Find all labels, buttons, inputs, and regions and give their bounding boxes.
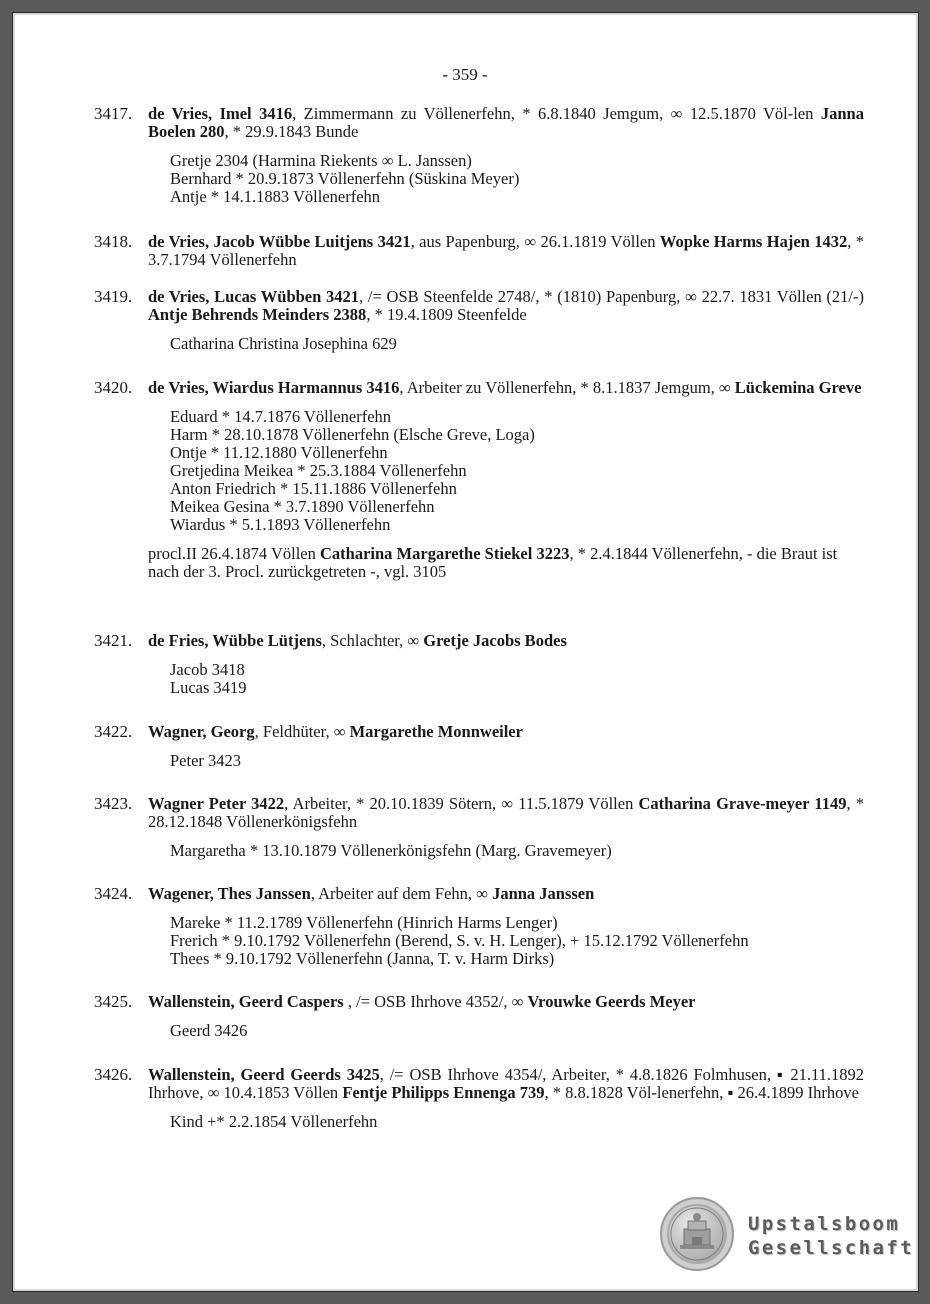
children-list — [170, 1113, 864, 1131]
child-entry: Frerich * 9.10.1792 Völlenerfehn (Berend, S. v. H. Lenger), + 15.12.1792 Völlenerfehn — [170, 931, 749, 950]
children-list — [170, 661, 864, 697]
entry-detail: , /= OSB Ihrhove 4352/, ∞ — [343, 992, 528, 1011]
entry-number: 3423. — [94, 794, 133, 813]
entry-detail: , Arbeiter, * 20.10.1839 Sötern, ∞ 11.5.1879 Völlen — [284, 794, 639, 813]
child-entry: Margaretha * 13.10.1879 Völlenerkönigsfehn (Marg. Gravemeyer) — [170, 841, 612, 860]
entry-heading — [148, 233, 864, 269]
entry-detail: , /= OSB Ihrhove 4354/, Arbeiter, * 4.8.1826 Folmhusen, ▪ 21.11.1892 Ihrhove, ∞ 10.4.1853 Völlen — [148, 1065, 864, 1102]
children-list — [170, 842, 864, 860]
entry-3418 — [94, 233, 864, 269]
seal-icon — [660, 1197, 734, 1271]
entry-heading — [148, 105, 864, 141]
person-name: de Vries, Lucas Wübben 3421 — [148, 287, 360, 306]
entry-detail: , Arbeiter auf dem Fehn, ∞ — [310, 884, 493, 903]
child-entry: Gretjedina Meikea * 25.3.1884 Völlenerfehn — [170, 461, 467, 480]
entry-3425 — [94, 993, 864, 1040]
person-name: de Vries, Imel 3416 — [148, 104, 293, 123]
child-entry: Thees * 9.10.1792 Völlenerfehn (Janna, T. v. Harm Dirks) — [170, 949, 555, 968]
child-entry: Harm * 28.10.1878 Völlenerfehn (Elsche Greve, Loga) — [170, 425, 535, 444]
entry-detail: , * 3.7.1794 Völlenerfehn — [148, 232, 865, 269]
entry-heading — [148, 1066, 864, 1102]
child-entry: Bernhard * 20.9.1873 Völlenerfehn (Süskina Meyer) — [170, 169, 520, 188]
children-list — [170, 152, 864, 206]
entry-3423 — [94, 795, 864, 860]
entry-detail: , /= OSB Steenfelde 2748/, * (1810) Papenburg, ∞ 22.7. 1831 Völlen (21/-) — [359, 287, 864, 306]
person-name: Gretje Jacobs Bodes — [423, 631, 567, 650]
child-entry: Geerd 3426 — [170, 1021, 248, 1040]
entry-number: 3424. — [94, 884, 133, 903]
note-detail: procl.II 26.4.1874 Völlen — [148, 544, 321, 563]
entry-3419 — [94, 288, 864, 353]
person-name: Catharina Margarethe Stiekel 3223 — [320, 544, 570, 563]
page-number: - 359 - — [442, 65, 488, 84]
child-entry: Catharina Christina Josephina 629 — [170, 334, 397, 353]
person-name: Janna Janssen — [492, 884, 595, 903]
entry-heading — [148, 795, 864, 831]
entry-detail: , * 8.8.1828 Völ-lenerfehn, ▪ 26.4.1899 Ihrhove — [544, 1083, 859, 1102]
person-name: Vrouwke Geerds Meyer — [527, 992, 696, 1011]
logo-line-2: Gesellschaft — [748, 1237, 915, 1259]
child-entry: Mareke * 11.2.1789 Völlenerfehn (Hinrich Harms Lenger) — [170, 913, 558, 932]
entry-3426 — [94, 1066, 864, 1131]
person-name: Antje Behrends Meinders 2388 — [148, 305, 367, 324]
person-name: Wagener, Thes Janssen — [148, 884, 311, 903]
entry-3417 — [94, 105, 864, 206]
entry-heading — [148, 288, 864, 324]
child-entry: Gretje 2304 (Harmina Riekents ∞ L. Janssen) — [170, 151, 472, 170]
person-name: Wallenstein, Geerd Caspers — [148, 992, 344, 1011]
child-entry: Peter 3423 — [170, 751, 242, 770]
person-name: Janna Boelen 280 — [148, 104, 864, 141]
entry-3422 — [94, 723, 864, 770]
children-list — [170, 752, 864, 770]
entry-detail: , * 19.4.1809 Steenfelde — [366, 305, 527, 324]
entry-number: 3419. — [94, 287, 133, 306]
entry-note — [148, 545, 864, 581]
child-entry: Jacob 3418 — [170, 660, 245, 679]
entry-heading — [148, 723, 864, 741]
person-name: de Vries, Jacob Wübbe Luitjens 3421 — [148, 232, 411, 251]
person-name: Wopke Harms Hajen 1432 — [659, 232, 848, 251]
entry-heading — [148, 993, 864, 1011]
logo-line-1: Upstalsboom — [748, 1213, 901, 1235]
entry-number: 3422. — [94, 722, 133, 741]
child-entry: Anton Friedrich * 15.11.1886 Völlenerfehn — [170, 479, 457, 498]
entry-3424 — [94, 885, 864, 968]
entry-number: 3421. — [94, 631, 133, 650]
entry-number: 3420. — [94, 378, 133, 397]
entry-3421 — [94, 632, 864, 697]
person-name: Fentje Philipps Ennenga 739 — [342, 1083, 545, 1102]
person-name: Wagner Peter 3422 — [148, 794, 285, 813]
entry-detail: , Zimmermann zu Völlenerfehn, * 6.8.1840 Jemgum, ∞ 12.5.1870 Völ-len — [292, 104, 821, 123]
entry-detail: , Feldhüter, ∞ — [254, 722, 350, 741]
upstalsboom-logo — [658, 1195, 918, 1275]
person-name: Margarethe Monnweiler — [349, 722, 523, 741]
person-name: Wagner, Georg — [148, 722, 255, 741]
children-list — [170, 408, 864, 534]
child-entry: Lucas 3419 — [170, 678, 247, 697]
entry-number: 3418. — [94, 232, 133, 251]
entry-detail: , Arbeiter zu Völlenerfehn, * 8.1.1837 Jemgum, ∞ — [399, 378, 735, 397]
entry-heading — [148, 632, 864, 650]
entry-3420 — [94, 379, 864, 581]
children-list — [170, 335, 864, 353]
entry-detail: , * 28.12.1848 Völlenerkönigsfehn — [148, 794, 864, 831]
child-entry: Antje * 14.1.1883 Völlenerfehn — [170, 187, 381, 206]
person-name: Wallenstein, Geerd Geerds 3425 — [148, 1065, 380, 1084]
entry-number: 3425. — [94, 992, 133, 1011]
child-entry: Kind +* 2.2.1854 Völlenerfehn — [170, 1112, 378, 1131]
child-entry: Eduard * 14.7.1876 Völlenerfehn — [170, 407, 392, 426]
person-name: de Vries, Wiardus Harmannus 3416 — [148, 378, 400, 397]
person-name: de Fries, Wübbe Lütjens — [148, 631, 322, 650]
child-entry: Ontje * 11.12.1880 Völlenerfehn — [170, 443, 388, 462]
entry-number: 3426. — [94, 1065, 133, 1084]
note-detail: , * 2.4.1844 Völlenerfehn, - die Braut ist nach der 3. Procl. zurückgetreten -, vgl. 3105 — [148, 544, 838, 581]
entry-detail: , aus Papenburg, ∞ 26.1.1819 Völlen — [410, 232, 660, 251]
child-entry: Meikea Gesina * 3.7.1890 Völlenerfehn — [170, 497, 435, 516]
entry-number: 3417. — [94, 104, 133, 123]
entry-detail: , Schlachter, ∞ — [321, 631, 424, 650]
children-list — [170, 914, 864, 968]
person-name: Lückemina Greve — [734, 378, 862, 397]
children-list — [170, 1022, 864, 1040]
entry-heading — [148, 885, 864, 903]
child-entry: Wiardus * 5.1.1893 Völlenerfehn — [170, 515, 391, 534]
entry-detail: , * 29.9.1843 Bunde — [224, 122, 359, 141]
person-name: Catharina Grave-meyer 1149 — [638, 794, 847, 813]
entry-heading — [148, 379, 864, 397]
